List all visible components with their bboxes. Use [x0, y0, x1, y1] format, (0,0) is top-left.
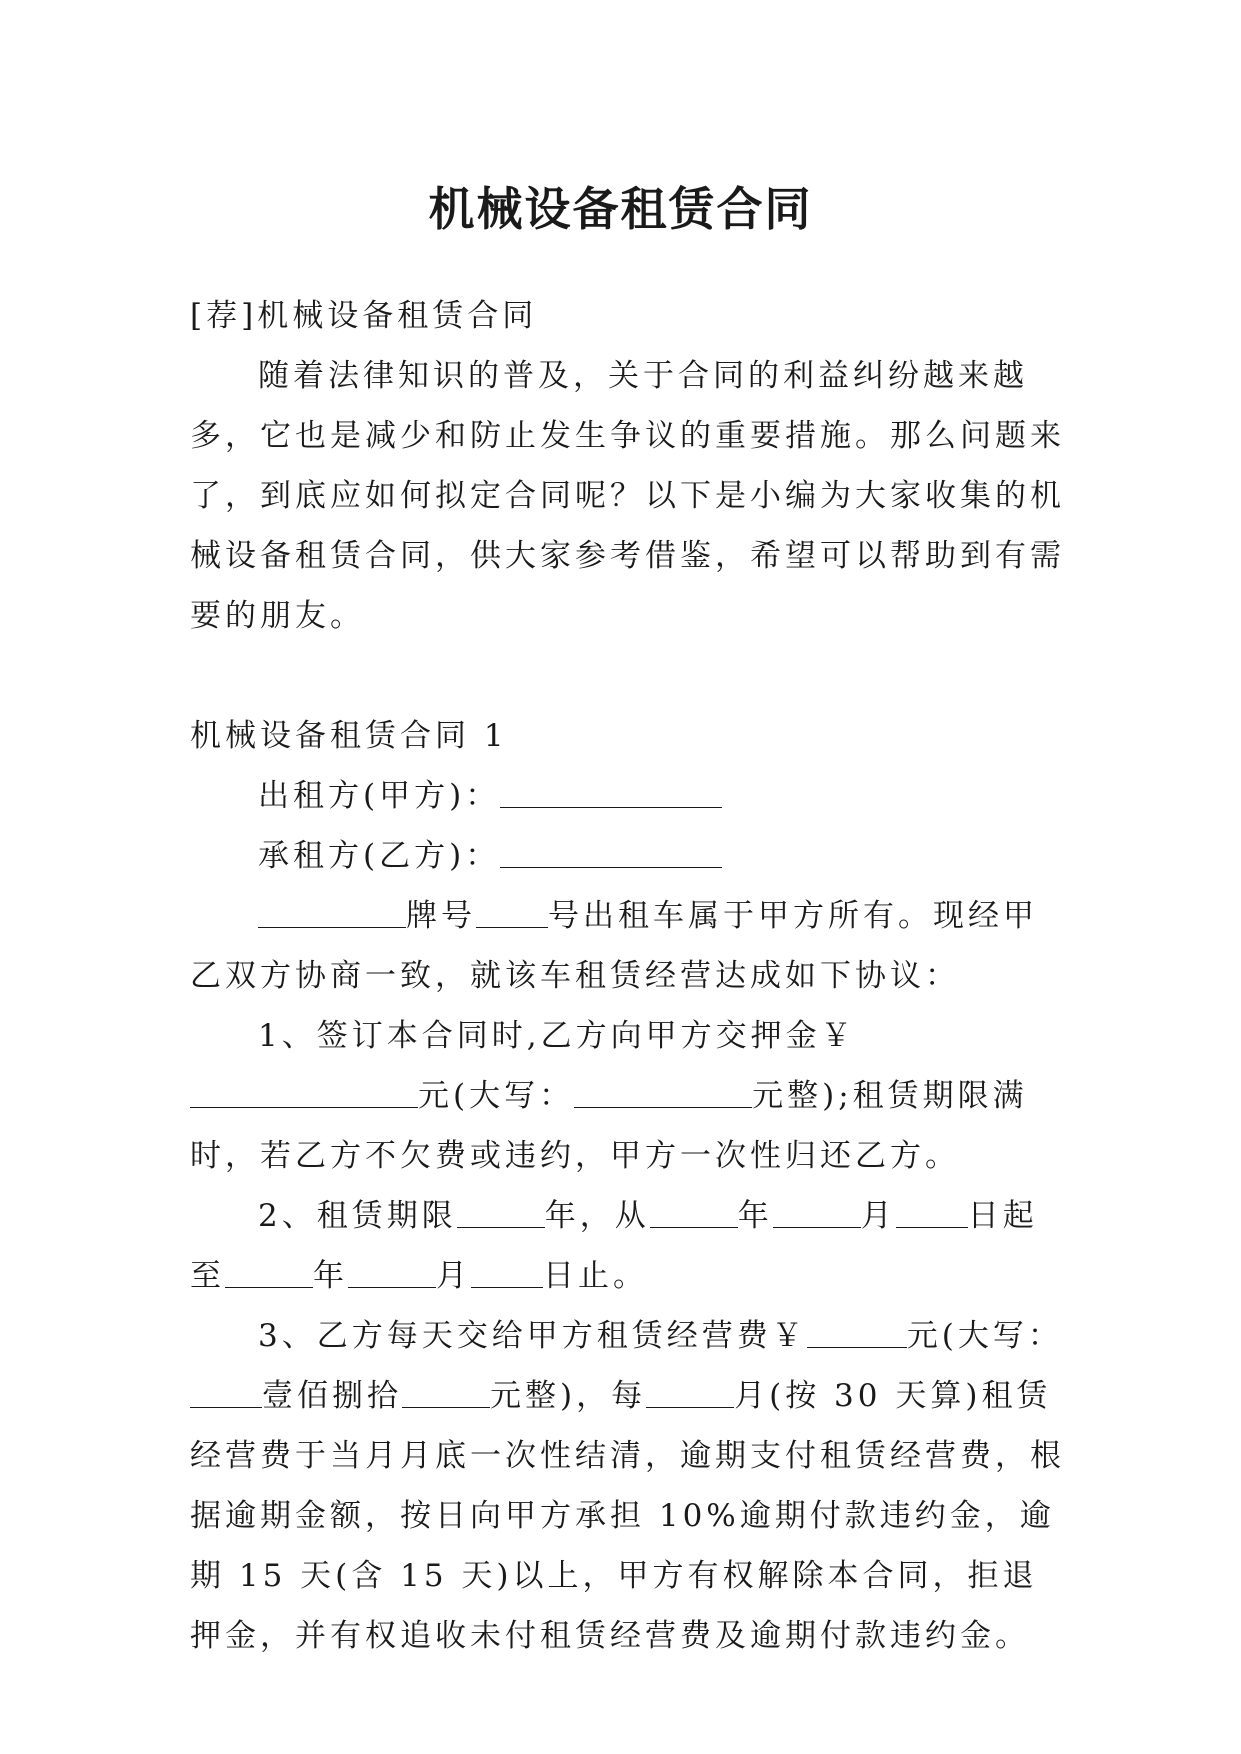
clause-1 — [190, 1006, 1070, 1186]
clause-3 — [190, 1306, 1070, 1666]
clause-1-text-1: 1、签订本合同时,乙方向甲方交押金￥ — [258, 1018, 856, 1054]
clause-3-text-5: 月(按 30 天算)租赁经营费于当月月底一次性结清，逾期支付租赁经营费，根据逾期金额，按日向甲方承担 10%逾期付款违约金，逾期 15 天(含 15 天)以上，甲方有权解除本合同，拒退押金，并有权追收未付租赁经营费及逾期付款违约金。 — [190, 1378, 1065, 1654]
clause-2-text-2: 年，从 — [544, 1198, 650, 1234]
clause-3-text-3: 壹佰捌拾 — [262, 1378, 402, 1414]
term-years-blank — [457, 1226, 545, 1228]
clause-2-text-8: 日止。 — [543, 1258, 648, 1294]
clause-2-text-6: 年 — [313, 1258, 348, 1294]
start-month-blank — [773, 1226, 861, 1228]
contract-heading: 机械设备租赁合同 1 — [190, 718, 508, 754]
vehicle-clause-text-2: 号出租车属于甲方所有。现经甲乙双方协商一致，就该车租赁经营达成如下协议： — [190, 898, 1038, 994]
vehicle-clause-text-1: 牌号 — [406, 898, 476, 934]
start-year-blank — [650, 1226, 738, 1228]
document-title: 机械设备租赁合同 — [428, 181, 813, 236]
daily-fee-blank — [807, 1346, 907, 1348]
clause-1-text-2: 元(大写： — [418, 1078, 575, 1114]
end-month-blank — [348, 1286, 436, 1288]
lessor-blank — [500, 806, 722, 808]
end-year-blank — [225, 1286, 313, 1288]
intro-heading: [荐]机械设备租赁合同 — [190, 298, 538, 334]
deposit-words-blank — [574, 1106, 752, 1108]
vehicle-owner-blank — [258, 926, 406, 928]
clause-3-text-4: 元整)，每 — [490, 1378, 647, 1414]
lessee-line — [190, 826, 1070, 886]
payment-period-blank — [646, 1406, 734, 1408]
clause-2-text-4: 月 — [860, 1198, 896, 1234]
clause-2 — [190, 1186, 1070, 1306]
plate-number-blank — [476, 926, 548, 928]
clause-2-text-1: 2、租赁期限 — [258, 1198, 457, 1234]
lessor-line — [190, 766, 1070, 826]
lessor-label: 出租方(甲方)： — [258, 778, 501, 814]
lessee-label: 承租方(乙方)： — [258, 838, 501, 874]
clause-1-text-3: 元整);租赁期限满时，若乙方不欠费或违约，甲方一次性归还乙方。 — [190, 1078, 1028, 1174]
clause-2-text-7: 月 — [436, 1258, 471, 1294]
deposit-amount-blank — [190, 1106, 418, 1108]
clause-2-text-5: 日起至 — [190, 1198, 1038, 1294]
lessee-blank — [500, 866, 722, 868]
spacer — [190, 646, 1070, 706]
clause-2-text-3: 年 — [737, 1198, 773, 1234]
vehicle-clause — [190, 886, 1070, 1006]
clause-3-text-2: 元(大写： — [906, 1318, 1063, 1354]
start-day-blank — [896, 1226, 968, 1228]
document-body — [190, 286, 1070, 1666]
fee-words-blank-2 — [402, 1406, 490, 1408]
intro-paragraph: 随着法律知识的普及，关于合同的利益纠纷越来越多，它也是减少和防止发生争议的重要措施。那么问题来了，到底应如何拟定合同呢？以下是小编为大家收集的机械设备租赁合同，供大家参考借鉴，希望可以帮助到有需要的朋友。 — [190, 358, 1065, 634]
fee-words-blank-1 — [190, 1406, 262, 1408]
end-day-blank — [471, 1286, 543, 1288]
clause-3-text-1: 3、乙方每天交给甲方租赁经营费￥ — [258, 1318, 807, 1354]
